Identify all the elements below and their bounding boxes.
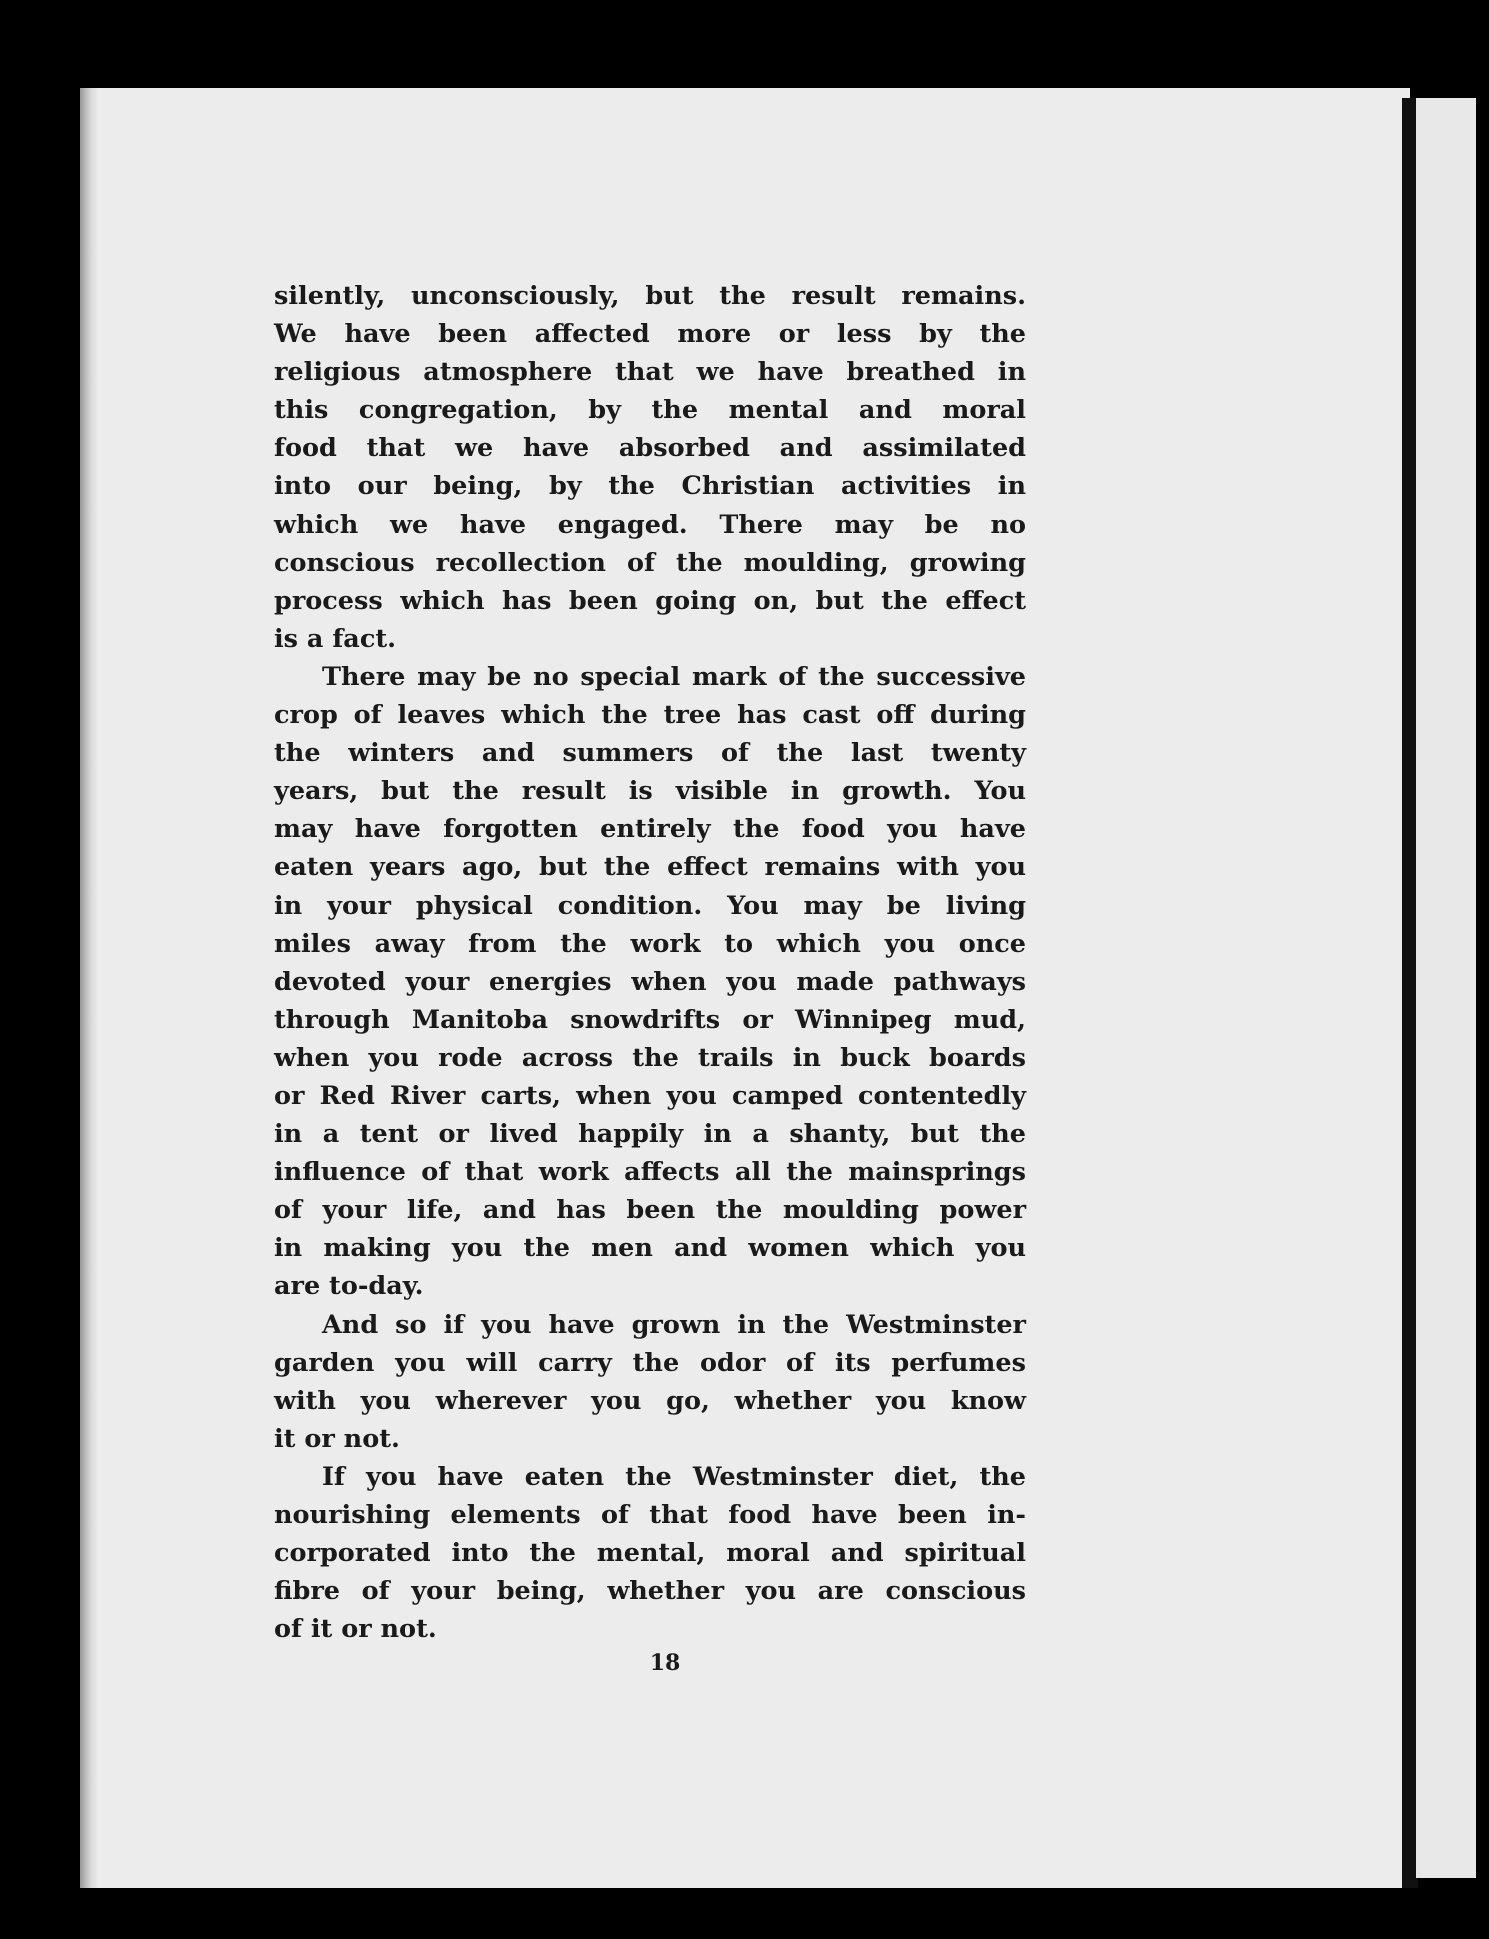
text-line: into our being, by the Christian activities in [274, 471, 1026, 502]
text-line: If you have eaten the Westminster diet, the [322, 1461, 1026, 1492]
text-line: this congregation, by the mental and moral [274, 395, 1026, 426]
text-line: There may be no special mark of the successive [322, 661, 1026, 692]
text-line: devoted your energies when you made pathways [274, 966, 1026, 997]
text-line: And so if you have grown in the Westminster [322, 1309, 1026, 1340]
text-line: crop of leaves which the tree has cast off during [274, 700, 1026, 731]
text-line: fibre of your being, whether you are conscious [274, 1576, 1026, 1607]
page-number: 18 [649, 1650, 681, 1676]
text-line: of your life, and has been the moulding power [274, 1195, 1026, 1226]
text-line: of it or not. [274, 1614, 437, 1645]
text-line: which we have engaged. There may be no [274, 509, 1026, 540]
text-line: are to-day. [274, 1271, 424, 1302]
text-line: it or not. [274, 1423, 400, 1454]
text-line: religious atmosphere that we have breathed in [274, 357, 1026, 388]
text-line: in a tent or lived happily in a shanty, but the [274, 1119, 1026, 1150]
text-line: the winters and summers of the last twenty [274, 738, 1026, 769]
text-line: conscious recollection of the moulding, growing [274, 547, 1026, 578]
text-line: garden you will carry the odor of its perfumes [274, 1347, 1026, 1378]
text-line: food that we have absorbed and assimilated [274, 433, 1026, 464]
text-line: in making you the men and women which you [274, 1233, 1026, 1264]
text-line: years, but the result is visible in growth. You [274, 776, 1026, 807]
text-line: is a fact. [274, 623, 396, 654]
body-text [274, 277, 1026, 1648]
text-line: with you wherever you go, whether you know [274, 1385, 1026, 1416]
text-line: may have forgotten entirely the food you have [274, 814, 1026, 845]
text-line: We have been affected more or less by the [274, 319, 1026, 350]
text-line: miles away from the work to which you once [274, 928, 1026, 959]
text-line: influence of that work affects all the mainsprings [274, 1157, 1026, 1188]
text-line: or Red River carts, when you camped contentedly [274, 1080, 1026, 1111]
text-line: nourishing elements of that food have been in- [274, 1500, 1026, 1530]
text-line: process which has been going on, but the effect [274, 585, 1026, 616]
text-line: corporated into the mental, moral and spiritual [274, 1538, 1026, 1569]
facing-page-edge [1416, 98, 1476, 1878]
text-line: silently, unconsciously, but the result remains. [274, 281, 1026, 311]
text-line: eaten years ago, but the effect remains with you [274, 852, 1026, 883]
text-line: through Manitoba snowdrifts or Winnipeg mud, [274, 1004, 1026, 1035]
text-line: when you rode across the trails in buck boards [274, 1042, 1026, 1073]
text-line: in your physical condition. You may be living [274, 890, 1026, 921]
